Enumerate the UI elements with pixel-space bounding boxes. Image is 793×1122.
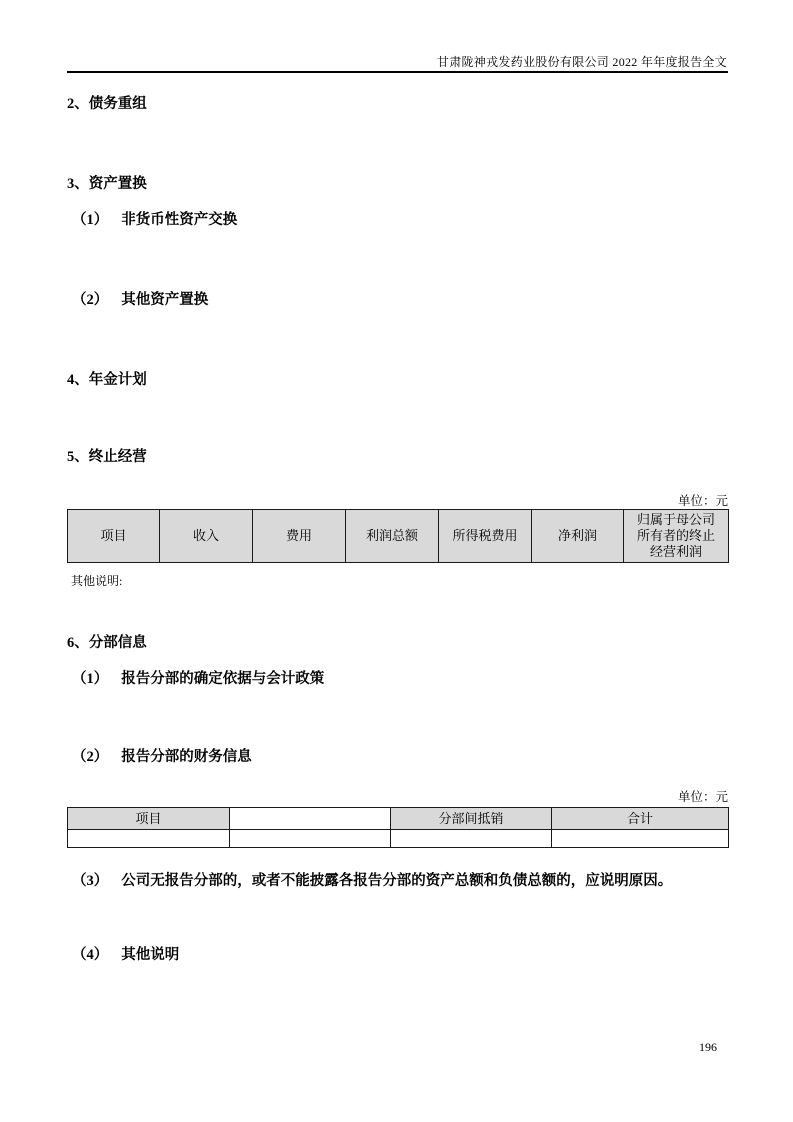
subitem-text: 其他说明 [121, 947, 180, 963]
table-header-cell-revenue: 收入 [160, 510, 253, 563]
unit-label-discontinued: 单位：元 [677, 494, 728, 508]
table-cell [230, 830, 391, 848]
subitem-marker: （3） [72, 873, 109, 889]
subitem-other-notes [72, 946, 179, 964]
segment-table [67, 807, 729, 848]
table-header-cell-intersegment-elimination: 分部间抵销 [391, 808, 552, 830]
subitem-segment-basis [72, 670, 324, 688]
subitem-marker: （1） [72, 212, 109, 228]
table-cell [391, 830, 552, 848]
subitem-other-asset-swap [72, 291, 208, 309]
table-header-cell-income-tax: 所得税费用 [439, 510, 532, 563]
table-cell [552, 830, 729, 848]
table-header-cell-blank [230, 808, 391, 830]
section-heading-debt-restructuring: 2、债务重组 [67, 96, 147, 112]
table-header-cell-expense: 费用 [253, 510, 346, 563]
subitem-nonmonetary-asset-exchange [72, 211, 237, 229]
table-header-row [68, 808, 729, 830]
subitem-marker: （2） [72, 292, 109, 308]
page-header-title: 甘肃陇神戎发药业股份有限公司 2022 年年度报告全文 [436, 55, 727, 69]
table-header-cell-total-profit: 利润总额 [346, 510, 439, 563]
table-header-row [68, 510, 729, 563]
unit-label-segment: 单位：元 [677, 790, 728, 804]
table-header-cell-item: 项目 [68, 510, 160, 563]
table-header-cell-parent-profit: 归属于母公司所有者的终止经营利润 [624, 510, 729, 563]
section-heading-asset-swap: 3、资产置换 [67, 176, 147, 192]
subitem-marker: （2） [72, 749, 109, 765]
discontinued-operations-table [67, 509, 729, 563]
table-header-cell-total: 合计 [552, 808, 729, 830]
subitem-marker: （4） [72, 947, 109, 963]
table-header-cell-item: 项目 [68, 808, 230, 830]
subitem-text: 报告分部的财务信息 [121, 749, 252, 765]
table-header-cell-net-profit: 净利润 [532, 510, 624, 563]
subitem-segment-financials [72, 748, 252, 766]
table-empty-row [68, 830, 729, 848]
section-heading-segment-info: 6、分部信息 [67, 635, 147, 651]
other-notes-label: 其他说明: [71, 574, 123, 588]
section-heading-discontinued-operations: 5、终止经营 [67, 449, 147, 465]
subitem-text: 非货币性资产交换 [121, 212, 238, 228]
table-cell [68, 830, 230, 848]
page-number: 196 [699, 1040, 717, 1054]
subitem-no-segment-reason [72, 872, 672, 890]
subitem-text: 公司无报告分部的，或者不能披露各报告分部的资产总额和负债总额的，应说明原因。 [121, 873, 673, 889]
section-heading-annuity-plan: 4、年金计划 [67, 372, 147, 388]
subitem-marker: （1） [72, 671, 109, 687]
subitem-text: 其他资产置换 [121, 292, 209, 308]
header-divider [67, 71, 728, 73]
subitem-text: 报告分部的确定依据与会计政策 [121, 671, 325, 687]
